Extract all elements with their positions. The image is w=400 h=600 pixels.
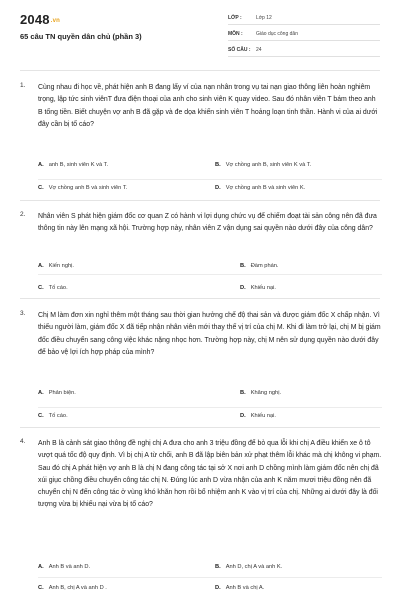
answer-option-b[interactable] xyxy=(240,390,281,396)
meta-info xyxy=(228,12,380,60)
divider xyxy=(38,577,382,578)
meta-label: MÔN : xyxy=(228,31,243,37)
answer-text: Anh B và chị A. xyxy=(225,585,265,591)
answer-option-d[interactable] xyxy=(240,413,276,419)
answer-letter: C. xyxy=(38,185,44,191)
answer-letter: D. xyxy=(240,285,246,291)
answer-option-c[interactable] xyxy=(38,185,127,191)
answer-text: Khăng nghị. xyxy=(250,390,282,396)
logo-suffix: .vn xyxy=(50,18,61,24)
divider xyxy=(20,70,380,71)
answer-text: Vợ chồng anh B và sinh viên K. xyxy=(225,185,306,191)
answer-option-a[interactable] xyxy=(38,390,76,396)
divider xyxy=(38,179,382,180)
answer-text: Tố cáo. xyxy=(48,285,68,291)
answer-letter: C. xyxy=(38,413,44,419)
answer-option-b[interactable] xyxy=(215,162,311,168)
answer-letter: A. xyxy=(38,263,44,269)
answer-option-d[interactable] xyxy=(240,285,276,291)
answer-letter: B. xyxy=(240,390,246,396)
meta-value: 24 xyxy=(256,47,262,53)
answer-text: Anh D, chị A và anh K. xyxy=(225,564,283,570)
meta-row-count xyxy=(228,44,380,57)
answer-option-a[interactable] xyxy=(38,162,108,168)
answer-letter: C. xyxy=(38,285,44,291)
meta-row-subject xyxy=(228,28,380,41)
answer-option-d[interactable] xyxy=(215,585,264,591)
divider xyxy=(38,407,382,408)
meta-value: Giáo dục công dân xyxy=(256,31,298,37)
divider xyxy=(20,200,380,201)
answer-letter: A. xyxy=(38,162,44,168)
answer-option-c[interactable] xyxy=(38,413,68,419)
site-logo[interactable] xyxy=(20,13,60,28)
answer-text: Anh B và anh D. xyxy=(48,564,91,570)
answer-option-a[interactable] xyxy=(38,263,74,269)
page-title: 65 câu TN quyền dân chủ (phần 3) xyxy=(20,32,142,41)
answer-letter: B. xyxy=(240,263,246,269)
question-text: Cùng nhau đi học về, phát hiện anh B đang lấy ví của nạn nhân trong vụ tai nạn giao thông liên hoàn nghiêm trọng, lập tức sinh viênT đưa điện thoại của anh cho sinh viên K quay video. Sau đó nhân viên T bám theo anh B tống tiền. Biết chuyện vợ anh B đã gặp và đe dọa khiến sinh viên T hoảng loạn tinh thần. Hành vi của ai dưới đây cần bị tố cáo? xyxy=(38,84,378,128)
answer-letter: A. xyxy=(38,390,44,396)
question-number: 2. xyxy=(20,211,26,218)
answer-option-a[interactable] xyxy=(38,564,90,570)
answer-option-b[interactable] xyxy=(240,263,279,269)
answer-text: Khiếu nại. xyxy=(250,413,276,419)
divider xyxy=(20,427,380,428)
question-text: Chị M làm đơn xin nghỉ thêm một tháng sau thời gian hưởng chế độ thai sản và được giám đốc X chấp nhận. Vì thiếu người làm, giám đốc X đã tiếp nhận nhân viên mới thay thế vị trí của chị M. Khi đi làm trở lại, chị M bị giám đốc điều chuyển sang công việc khác nặng nhọc hơn. Trường hợp này, chị M nên sử dụng quyền nào dưới đây để bảo vệ lợi ích hợp pháp của mình? xyxy=(38,312,381,356)
answer-text: Đàm phán. xyxy=(250,263,279,269)
logo-text: 2048 xyxy=(20,12,50,27)
answer-option-c[interactable] xyxy=(38,285,68,291)
answer-letter: C. xyxy=(38,585,44,591)
answer-letter: A. xyxy=(38,564,44,570)
question-text: Nhân viên S phát hiện giám đốc cơ quan Z có hành vi lợi dụng chức vụ để chiếm đoạt tài sản công nên đã đưa thông tin này lên mạng xã hội. Trường hợp này, nhân viên Z vận dụng sai quyền nào dưới đây của công dân? xyxy=(38,213,377,233)
meta-row-class xyxy=(228,12,380,25)
question-number: 1. xyxy=(20,82,26,89)
answer-option-d[interactable] xyxy=(215,185,305,191)
answer-option-c[interactable] xyxy=(38,585,107,591)
answer-text: Khiếu nại. xyxy=(250,285,276,291)
answer-text: Phản biện. xyxy=(48,390,76,396)
meta-label: LỚP : xyxy=(228,15,242,21)
answer-letter: D. xyxy=(215,185,221,191)
answer-text: Anh B, chị A và anh D . xyxy=(48,585,107,591)
answer-text: Vợ chồng anh B, sinh viên K và T. xyxy=(225,162,312,168)
answer-letter: B. xyxy=(215,564,221,570)
answer-text: Kiến nghị. xyxy=(48,263,74,269)
divider xyxy=(38,274,382,275)
question-number: 3. xyxy=(20,310,26,317)
meta-label: SỐ CÂU : xyxy=(228,47,251,53)
meta-value: Lớp 12 xyxy=(256,15,272,21)
answer-text: Vợ chồng anh B và sinh viên T. xyxy=(48,185,128,191)
answer-text: Tố cáo. xyxy=(48,413,68,419)
answer-letter: D. xyxy=(215,585,221,591)
question-number: 4. xyxy=(20,438,26,445)
answer-text: anh B, sinh viên K và T. xyxy=(48,162,109,168)
answer-letter: D. xyxy=(240,413,246,419)
answer-option-b[interactable] xyxy=(215,564,282,570)
answer-letter: B. xyxy=(215,162,221,168)
page-header xyxy=(0,0,400,70)
divider xyxy=(20,298,380,299)
question-text: Anh B là cảnh sát giao thông đề nghị chị A đưa cho anh 3 triệu đồng để bỏ qua lỗi khi chị A điều khiển xe ô tô vượt quá tốc độ quy định. Vì bị chị A từ chối, anh B đã lập biên bản xử phạt thêm lỗi khác mà chị không vi phạm. Sau đó chị A phát hiện vợ anh B là chị N đang công tác tại sở X nơi anh D chồng mình làm giám đốc nên chị đã xúi giục chồng điều chuyển công tác chị N. Đúng lúc anh D vừa nhận của anh K năm mươi triệu đồng nên đã chuyển chị N đến công tác ở vùng khó khăn hơn rồi bổ nhiệm anh K vào vị trí của chị. Những ai dưới đây là đối tượng vừa bị khiếu nại vừa bị tố cáo? xyxy=(38,440,382,509)
